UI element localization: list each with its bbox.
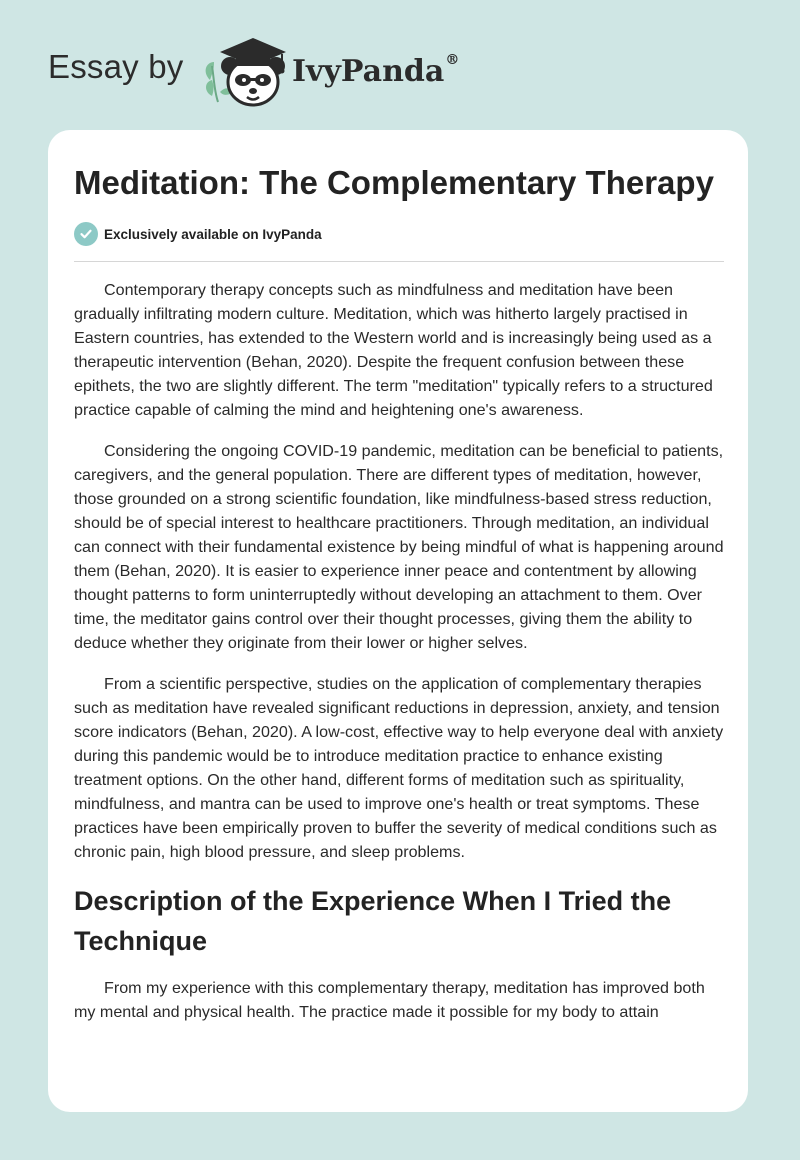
essay-by-label: Essay by <box>48 48 184 85</box>
exclusive-badge-text: Exclusively available on IvyPanda <box>104 226 322 242</box>
paragraph: Considering the ongoing COVID-19 pandemic, meditation can be beneficial to patients, caregivers, and the general population. There are different types of meditation, however, those grounded on a strong scientific foundation, like mindfulness-based stress reduction, should be of special interest to healthcare practitioners. Through meditation, an individual can connect with their fundamental existence by being mindful of what is happening around them (Behan, 2020). It is easier to experience inner peace and contentment by allowing thought patterns to form uninterruptedly without developing an attachment to them. Over time, the meditator gains control over their thought processes, giving them the ability to deduce whether they originate from their lower or higher selves. <box>74 442 724 652</box>
article-card <box>48 130 748 1112</box>
paragraph: From my experience with this complementary therapy, meditation has improved both my mental and physical health. The practice made it possible for my body to attain <box>74 979 705 1021</box>
divider <box>74 261 724 262</box>
exclusive-badge <box>74 222 322 246</box>
brand-name[interactable]: IvyPanda® <box>292 52 460 89</box>
section-heading: Description of the Experience When I Tried the Technique <box>74 886 672 956</box>
article-body <box>74 278 726 1041</box>
registered-mark: ® <box>445 52 460 68</box>
paragraph: From a scientific perspective, studies on the application of complementary therapies such as meditation have revealed significant reductions in depression, anxiety, and tension score indicators (Behan, 2020). A low-cost, effective way to help everyone deal with anxiety during this pandemic would be to introduce meditation practice to enhance existing treatment options. On the other hand, different forms of meditation such as spirituality, mindfulness, and mantra can be used to improve one's health or treat symptoms. These practices have been empirically proven to buffer the severity of medical conditions such as chronic pain, high blood pressure, and sleep problems. <box>74 675 724 861</box>
check-icon <box>74 222 98 246</box>
article-title: Meditation: The Complementary Therapy <box>74 164 714 201</box>
site-header <box>0 0 800 130</box>
paragraph: Contemporary therapy concepts such as mindfulness and meditation have been gradually infiltrating modern culture. Meditation, which was hitherto largely practised in Eastern countries, has extended to the Western world and is increasingly being used as a therapeutic intervention (Behan, 2020). Despite the frequent confusion between these epithets, the two are slightly different. The term "meditation" typically refers to a structured practice capable of calming the mind and heightening one's awareness. <box>74 281 713 419</box>
panda-graduate-logo-icon[interactable] <box>200 36 292 115</box>
